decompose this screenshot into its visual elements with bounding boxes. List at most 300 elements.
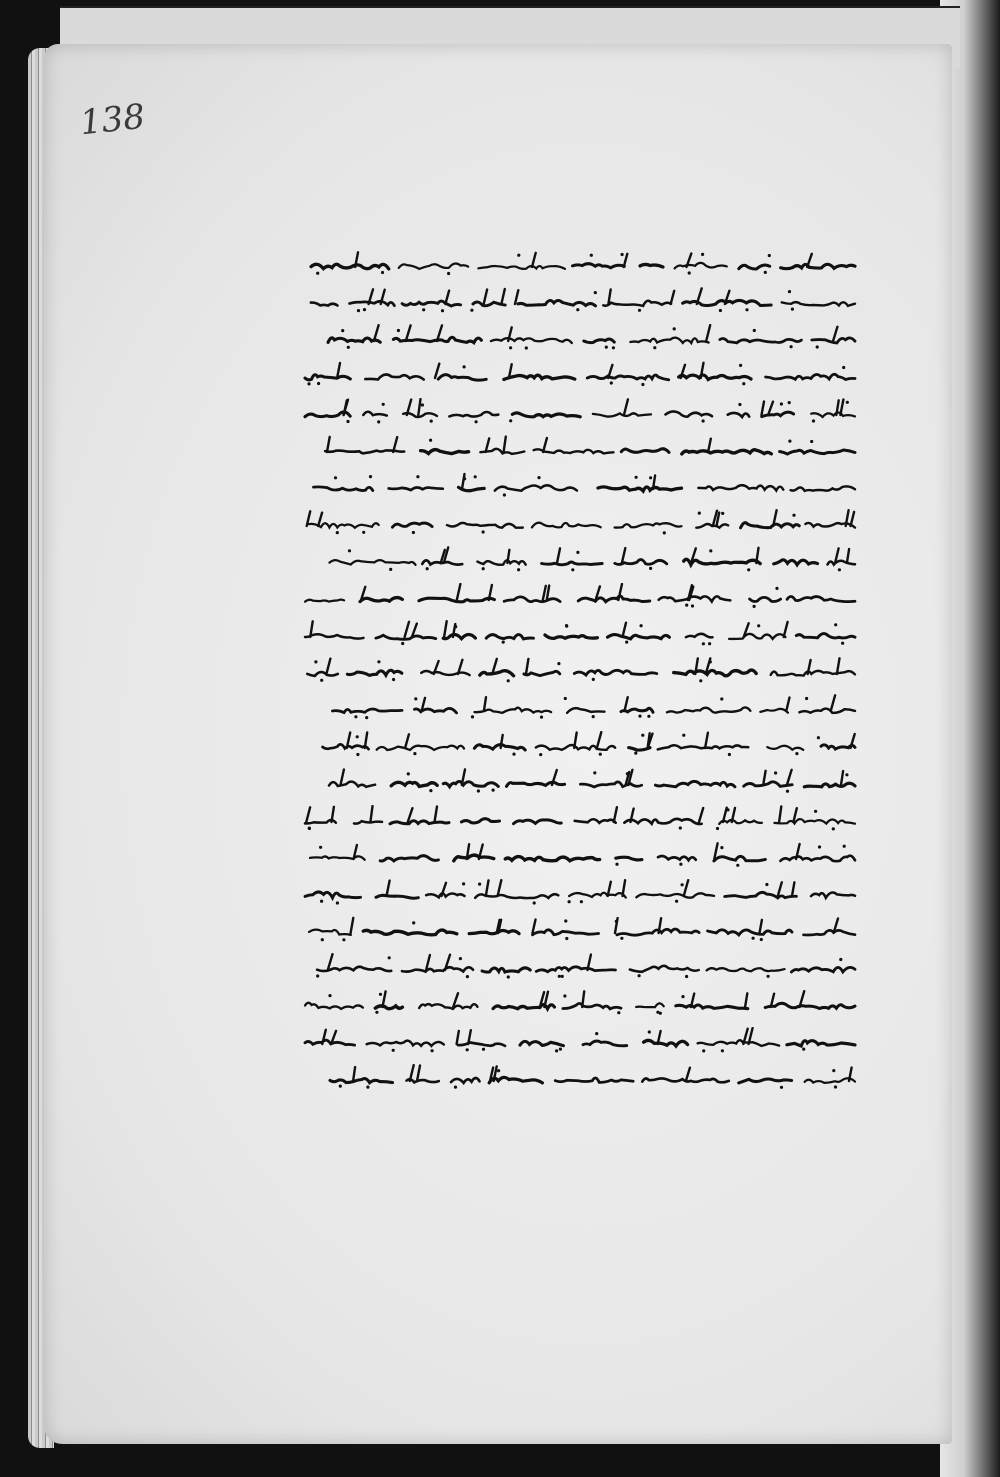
ink-dot — [817, 736, 820, 739]
ink-word-stroke — [616, 857, 642, 860]
ink-word-stroke — [636, 1003, 664, 1007]
manuscript-line-text — [300, 536, 301, 537]
ink-word-stroke — [311, 303, 338, 306]
ink-dot — [429, 439, 432, 442]
ink-word-stroke — [305, 1003, 363, 1009]
ink-dot — [757, 624, 760, 627]
ink-strokes — [300, 324, 860, 346]
ink-ascender — [543, 438, 547, 452]
ink-word-stroke — [421, 450, 469, 454]
ink-word-stroke — [347, 670, 401, 675]
ink-ascender — [624, 254, 628, 267]
ink-ascender — [365, 732, 367, 748]
ink-dot — [356, 735, 359, 738]
manuscript-line — [300, 499, 860, 536]
ink-word-stroke — [524, 671, 560, 675]
ink-dot — [721, 512, 724, 515]
ink-dot — [701, 253, 704, 256]
ink-dot — [482, 530, 485, 533]
ink-word-stroke — [719, 820, 762, 824]
manuscript-line-text — [300, 1054, 301, 1055]
ink-dot — [617, 1011, 620, 1014]
ink-word-stroke — [332, 709, 402, 713]
manuscript-line-text — [300, 351, 301, 352]
ink-word-stroke — [805, 523, 855, 528]
ink-dot — [739, 364, 742, 367]
ink-word-stroke — [578, 596, 650, 602]
ink-word-stroke — [311, 264, 389, 269]
ink-word-stroke — [804, 930, 856, 935]
ink-word-stroke — [811, 892, 855, 897]
ink-dot — [517, 254, 520, 257]
ink-dot — [347, 346, 350, 349]
manuscript-line-text — [300, 610, 301, 611]
ink-word-stroke — [328, 338, 380, 343]
ink-dot — [594, 291, 597, 294]
ink-dot — [760, 938, 763, 941]
ink-dot — [565, 625, 568, 628]
ink-dot — [478, 883, 481, 886]
ink-dot — [431, 1049, 434, 1052]
ink-dot — [377, 660, 380, 663]
ink-word-stroke — [391, 782, 437, 786]
ink-ascender — [745, 993, 747, 1007]
ink-dot — [675, 900, 678, 903]
ink-word-stroke — [679, 375, 751, 379]
ink-dot — [563, 994, 566, 997]
ink-dot — [341, 329, 344, 332]
ink-dot — [540, 716, 543, 719]
ink-dot — [356, 753, 359, 756]
ink-dot — [679, 826, 682, 829]
ink-word-stroke — [765, 1003, 855, 1008]
ink-dot — [728, 753, 731, 756]
ink-word-stroke — [305, 375, 350, 380]
ink-dot — [429, 789, 432, 792]
ink-dot — [698, 512, 701, 515]
ink-strokes — [300, 472, 860, 494]
ink-dot — [764, 271, 767, 274]
ink-dot — [720, 697, 723, 700]
ink-ascender — [614, 807, 617, 822]
ink-word-stroke — [504, 597, 560, 602]
ink-word-stroke — [458, 1043, 505, 1046]
ink-word-stroke — [309, 930, 351, 935]
manuscript-line-text — [300, 869, 301, 870]
ink-dot — [377, 420, 380, 423]
ink-ascender — [768, 402, 773, 415]
manuscript-line — [300, 647, 860, 684]
ink-dot — [767, 975, 770, 978]
ink-word-stroke — [828, 561, 856, 565]
ink-ascender — [778, 882, 782, 896]
ink-word-stroke — [791, 486, 855, 491]
ink-ascender — [784, 622, 788, 637]
ink-dot — [605, 346, 608, 349]
manuscript-line-text — [300, 388, 301, 389]
ink-ascender — [792, 882, 794, 896]
ink-word-stroke — [698, 485, 783, 490]
ink-dot — [354, 715, 357, 718]
ink-word-stroke — [305, 1040, 355, 1045]
ink-ascender — [435, 807, 438, 823]
ink-ascender — [457, 584, 461, 600]
ink-dot — [599, 753, 602, 756]
ink-dot — [379, 993, 382, 996]
ink-word-stroke — [655, 781, 735, 786]
ink-ascender — [543, 586, 546, 600]
ink-word-stroke — [545, 635, 597, 638]
ink-ascender — [498, 880, 502, 896]
ink-word-stroke — [593, 413, 651, 416]
manuscript-line — [300, 277, 860, 314]
ink-word-stroke — [780, 450, 855, 454]
ink-word-stroke — [584, 339, 615, 343]
ink-dot — [421, 403, 424, 406]
ink-word-stroke — [310, 856, 365, 859]
ink-dot — [561, 975, 564, 978]
ink-dot — [641, 383, 644, 386]
ink-dot — [709, 660, 712, 663]
ink-dot — [620, 937, 623, 940]
ink-dot — [816, 345, 819, 348]
ink-dot — [682, 734, 685, 737]
ink-dot — [843, 845, 846, 848]
ink-word-stroke — [574, 670, 657, 675]
ink-dot — [775, 587, 778, 590]
ink-word-stroke — [811, 413, 855, 417]
ink-dot — [320, 900, 323, 903]
ink-ascender — [762, 402, 765, 416]
ink-word-stroke — [781, 264, 855, 268]
ink-ascender — [671, 291, 675, 304]
ink-ascender — [851, 512, 855, 526]
ink-strokes — [300, 805, 860, 827]
ink-ascender — [831, 695, 835, 711]
ink-dot — [653, 346, 656, 349]
ink-word-stroke — [392, 523, 432, 527]
ink-ascender — [708, 439, 711, 452]
ink-word-stroke — [684, 559, 761, 564]
ink-dot — [342, 938, 345, 941]
manuscript-line-text — [300, 499, 301, 500]
manuscript-line — [300, 1017, 860, 1054]
ink-word-stroke — [512, 413, 580, 417]
ink-word-stroke — [630, 338, 708, 343]
ink-ascender — [833, 327, 837, 341]
ink-dot — [314, 660, 317, 663]
ink-word-stroke — [329, 782, 375, 787]
ink-dot — [753, 329, 756, 332]
manuscript-line — [300, 943, 860, 980]
ink-dot — [497, 1069, 500, 1072]
manuscript-line-text — [300, 462, 301, 463]
ink-word-stroke — [475, 894, 558, 898]
ink-dot — [336, 901, 339, 904]
manuscript-line — [300, 536, 860, 573]
ink-ascender — [484, 290, 487, 305]
ink-dot — [788, 290, 791, 293]
ink-dot — [649, 567, 652, 570]
ink-dot — [742, 382, 745, 385]
ink-word-stroke — [762, 412, 794, 416]
ink-word-stroke — [787, 596, 855, 601]
ink-dot — [842, 366, 845, 369]
manuscript-line — [300, 240, 860, 277]
ink-dot — [702, 1049, 705, 1052]
ink-dot — [635, 476, 638, 479]
ink-dot — [422, 308, 425, 311]
ink-ascender — [327, 437, 330, 452]
ink-word-stroke — [399, 264, 469, 269]
ink-ascender — [533, 920, 536, 933]
ink-dot — [316, 272, 319, 275]
ink-word-stroke — [330, 1079, 393, 1083]
ink-dot — [412, 531, 415, 534]
ink-ascender — [622, 548, 625, 563]
manuscript-line-text — [300, 240, 301, 241]
ink-ascender — [417, 1066, 420, 1082]
ink-word-stroke — [575, 819, 616, 823]
manuscript-line-text — [300, 277, 301, 278]
ink-word-stroke — [658, 856, 696, 860]
ink-dot — [721, 1049, 724, 1052]
ink-word-stroke — [744, 782, 793, 786]
ink-strokes — [300, 990, 860, 1012]
ink-dot — [788, 440, 791, 443]
ink-ascender — [807, 254, 812, 267]
ink-dot — [388, 956, 391, 959]
ink-ascender — [435, 364, 439, 378]
ink-dot — [834, 1085, 837, 1088]
manuscript-line — [300, 388, 860, 425]
ink-word-stroke — [603, 301, 671, 306]
ink-word-stroke — [667, 707, 750, 712]
ink-dot — [780, 1086, 783, 1089]
ink-word-stroke — [505, 857, 599, 861]
ink-dot — [832, 1069, 835, 1072]
ink-dot — [802, 1048, 805, 1051]
ink-dot — [477, 789, 480, 792]
ink-dot — [659, 1012, 662, 1015]
ink-word-stroke — [714, 856, 765, 861]
manuscript-line — [300, 425, 860, 462]
ink-dot — [615, 863, 618, 866]
ink-word-stroke — [796, 634, 855, 638]
ink-dot — [788, 401, 791, 404]
manuscript-line-text — [300, 425, 301, 426]
ink-dot — [576, 308, 579, 311]
ink-dot — [685, 975, 688, 978]
ink-ascender — [837, 658, 840, 674]
ink-ascender — [699, 808, 703, 822]
ink-ascender — [847, 549, 849, 563]
ink-dot — [810, 440, 813, 443]
ink-word-stroke — [451, 1078, 480, 1083]
ink-dot — [475, 420, 478, 423]
ink-dot — [320, 679, 323, 682]
ink-dot — [308, 827, 311, 830]
ink-dot — [647, 715, 650, 718]
ink-word-stroke — [389, 487, 443, 490]
ink-word-stroke — [477, 560, 525, 564]
ink-word-stroke — [305, 600, 344, 602]
ink-word-stroke — [375, 1006, 402, 1009]
ink-word-stroke — [402, 301, 461, 306]
ink-dot — [580, 900, 583, 903]
ink-word-stroke — [363, 930, 457, 935]
ink-ascender — [318, 513, 322, 526]
ink-dot — [745, 308, 748, 311]
manuscript-line-text — [300, 573, 301, 574]
ink-word-stroke — [407, 1079, 439, 1082]
manuscript-line-text — [300, 980, 301, 981]
ink-dot — [699, 679, 702, 682]
ink-dot — [426, 567, 429, 570]
ink-dot — [702, 419, 705, 422]
ink-word-stroke — [771, 671, 855, 676]
ink-word-stroke — [536, 967, 615, 972]
ink-dot — [691, 604, 694, 607]
ink-word-stroke — [729, 634, 785, 639]
ink-dot — [702, 642, 705, 645]
ink-word-stroke — [587, 375, 668, 380]
ink-dot — [641, 734, 644, 737]
ink-word-stroke — [659, 596, 731, 601]
ink-ascender — [504, 437, 506, 452]
ink-word-stroke — [480, 671, 514, 676]
handwritten-text-block — [300, 240, 860, 1091]
ink-ascender — [624, 399, 628, 415]
ink-dot — [454, 625, 457, 628]
ink-dot — [663, 531, 666, 534]
ink-dot — [558, 975, 561, 978]
manuscript-line — [300, 573, 860, 610]
ink-word-stroke — [760, 709, 788, 713]
ink-word-stroke — [674, 670, 757, 676]
ink-dot — [720, 846, 723, 849]
ink-ascender — [779, 806, 781, 822]
ink-dot — [462, 882, 465, 885]
ink-word-stroke — [800, 709, 856, 713]
manuscript-line — [300, 721, 860, 758]
manuscript-line-text — [300, 647, 301, 648]
manuscript-line-text — [300, 906, 301, 907]
ink-word-stroke — [354, 821, 382, 823]
ink-dot — [838, 568, 841, 571]
ink-dot — [716, 827, 719, 830]
ink-word-stroke — [621, 449, 669, 453]
ink-ascender — [484, 697, 486, 711]
ink-dot — [640, 624, 643, 627]
ink-word-stroke — [421, 671, 470, 675]
manuscript-line — [300, 462, 860, 499]
ink-word-stroke — [598, 487, 682, 491]
ink-dot — [753, 605, 756, 608]
ink-dot — [576, 551, 579, 554]
ink-ascender — [526, 659, 528, 674]
folio-number: 138 — [78, 96, 147, 144]
ink-word-stroke — [507, 782, 565, 786]
ink-word-stroke — [676, 1005, 748, 1009]
ink-dot — [412, 921, 415, 924]
ink-dot — [780, 402, 783, 405]
ink-ascender — [387, 881, 390, 896]
ink-ascender — [405, 622, 409, 637]
ink-word-stroke — [390, 821, 449, 824]
ink-dot — [463, 365, 466, 368]
ink-ascender — [306, 807, 310, 822]
ink-ascender — [353, 1067, 355, 1081]
ink-dot — [365, 716, 368, 719]
ink-dot — [568, 900, 571, 903]
ink-dot — [765, 883, 768, 886]
ink-dot — [615, 920, 618, 923]
ink-dot — [845, 773, 848, 776]
ink-ascender — [574, 733, 577, 749]
ink-word-stroke — [615, 523, 682, 527]
ink-strokes — [300, 1027, 860, 1049]
ink-dot — [791, 308, 794, 311]
ink-dot — [470, 309, 473, 312]
ink-ascender — [405, 734, 409, 748]
ink-word-stroke — [658, 745, 749, 749]
ink-ascender — [557, 548, 560, 563]
ink-dot — [818, 845, 821, 848]
ink-dot — [557, 662, 560, 665]
ink-word-stroke — [767, 746, 803, 750]
ink-dot — [319, 846, 322, 849]
ink-strokes — [300, 731, 860, 753]
manuscript-line — [300, 1054, 860, 1091]
ink-dot — [321, 938, 324, 941]
ink-dot — [688, 271, 691, 274]
ink-word-stroke — [365, 375, 423, 380]
ink-strokes — [300, 583, 860, 605]
ink-dot — [509, 346, 512, 349]
ink-ascender — [786, 698, 789, 712]
ink-word-stroke — [419, 1004, 477, 1009]
ink-dot — [416, 475, 419, 478]
ink-strokes — [300, 250, 860, 272]
ink-dot — [397, 329, 400, 332]
ink-dot — [747, 568, 750, 571]
ink-dot — [565, 937, 568, 940]
ink-strokes — [300, 842, 860, 864]
ink-dot — [392, 678, 395, 681]
ink-dot — [414, 697, 417, 700]
ink-word-stroke — [580, 782, 641, 787]
ink-dot — [407, 772, 410, 775]
ink-word-stroke — [741, 523, 800, 528]
ink-word-stroke — [708, 930, 792, 935]
ink-word-stroke — [567, 708, 604, 713]
manuscript-line-text — [300, 795, 301, 796]
ink-word-stroke — [449, 412, 498, 417]
manuscript-line-text — [300, 1017, 301, 1018]
manuscript-line-text — [300, 721, 301, 722]
ink-ascender — [515, 290, 518, 304]
ink-dot — [736, 864, 739, 867]
ink-dot — [369, 475, 372, 478]
ink-ascender — [582, 991, 584, 1007]
ink-dot — [401, 642, 404, 645]
ink-word-stroke — [376, 895, 418, 898]
ink-ascender — [486, 438, 490, 452]
ink-word-stroke — [555, 1078, 633, 1082]
manuscript-line-text — [300, 943, 301, 944]
ink-ascender — [444, 621, 447, 637]
